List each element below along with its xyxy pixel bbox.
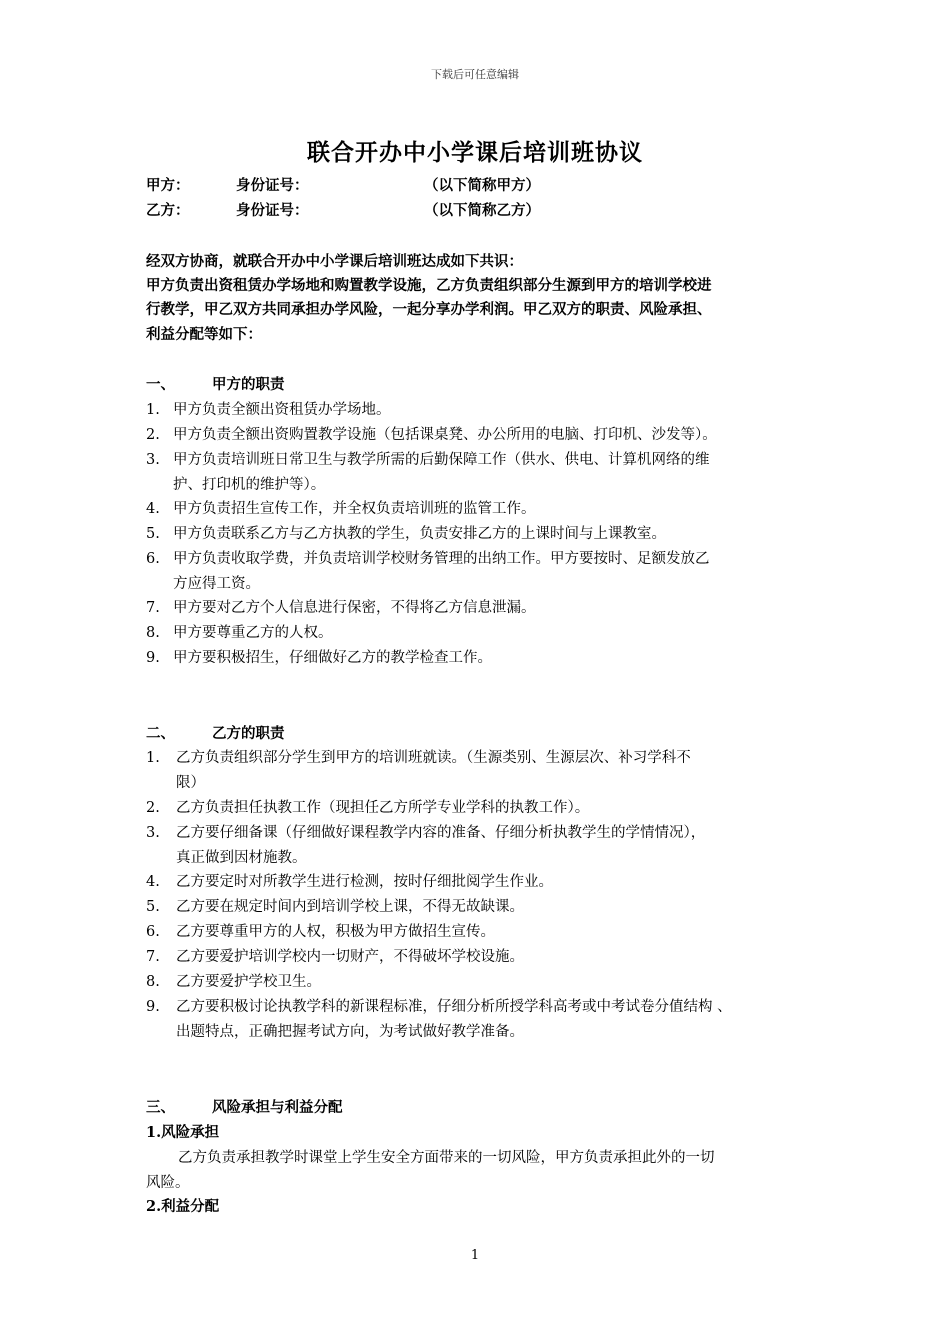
page-header: 下载后可任意编辑 bbox=[431, 68, 519, 81]
intro-line-1: 经双方协商，就联合开办中小学课后培训班达成如下共识： bbox=[146, 253, 523, 270]
risk-paragraph-line-2: 风险。 bbox=[146, 1175, 190, 1191]
item-text-continued: 限） bbox=[176, 775, 205, 791]
item-text-continued: 出题特点，正确把握考试方向，为考试做好教学准备。 bbox=[176, 1024, 524, 1040]
intro-line-2: 甲方负责出资租赁办学场地和购置教学设施，乙方负责组织部分生源到甲方的培训学校进 bbox=[146, 277, 712, 294]
item-number: 3. bbox=[146, 825, 160, 841]
item-number: 4. bbox=[146, 501, 160, 517]
item-number: 2. bbox=[146, 800, 160, 816]
item-text: 乙方负责担任执教工作（现担任乙方所学专业学科的执教工作）。 bbox=[176, 800, 590, 816]
item-text: 甲方负责招生宣传工作，并全权负责培训班的监管工作。 bbox=[173, 501, 536, 517]
item-text: 乙方要积极讨论执教学科的新课程标准，仔细分析所授学科高考或中考试卷分值结构 、 bbox=[176, 999, 732, 1015]
item-text: 乙方要尊重甲方的人权，积极为甲方做招生宣传。 bbox=[176, 924, 495, 940]
item-text: 乙方要爱护学校卫生。 bbox=[176, 974, 321, 990]
document-title: 联合开办中小学课后培训班协议 bbox=[307, 139, 643, 166]
item-text: 甲方负责联系乙方与乙方执教的学生，负责安排乙方的上课时间与上课教室。 bbox=[173, 526, 666, 542]
section-2-title: 乙方的职责 bbox=[212, 725, 285, 742]
item-text: 甲方负责全额出资购置教学设施（包括课桌凳、办公所用的电脑、打印机、沙发等）。 bbox=[173, 427, 717, 443]
item-text: 乙方负责组织部分学生到甲方的培训班就读。（生源类别、生源层次、补习学科不 bbox=[176, 750, 691, 766]
item-number: 6. bbox=[146, 924, 160, 940]
party-b-id-label: 身份证号： bbox=[236, 202, 309, 219]
party-b-label: 乙方： bbox=[146, 202, 190, 219]
item-number: 2. bbox=[146, 427, 160, 443]
item-text-continued: 护、打印机的维护等）。 bbox=[173, 477, 326, 493]
item-text: 甲方负责收取学费，并负责培训学校财务管理的出纳工作。甲方要按时、足额发放乙 bbox=[173, 551, 710, 567]
item-number: 1. bbox=[146, 402, 160, 418]
section-2-number: 二、 bbox=[146, 725, 175, 742]
item-number: 7. bbox=[146, 949, 160, 965]
subheading-profit: 2.利益分配 bbox=[146, 1198, 220, 1215]
party-b-note: （以下简称乙方） bbox=[424, 202, 540, 219]
item-number: 7. bbox=[146, 600, 160, 616]
item-text: 乙方要定时对所教学生进行检测，按时仔细批阅学生作业。 bbox=[176, 874, 553, 890]
item-number: 8. bbox=[146, 625, 160, 641]
item-number: 3. bbox=[146, 452, 160, 468]
party-a-row bbox=[146, 174, 646, 198]
item-number: 5. bbox=[146, 899, 160, 915]
item-number: 9. bbox=[146, 999, 160, 1015]
intro-line-4: 利益分配等如下： bbox=[146, 326, 262, 343]
item-number: 9. bbox=[146, 650, 160, 666]
item-text-continued: 真正做到因材施教。 bbox=[176, 850, 307, 866]
item-number: 6. bbox=[146, 551, 160, 567]
item-number: 1. bbox=[146, 750, 160, 766]
item-text: 乙方要在规定时间内到培训学校上课，不得无故缺课。 bbox=[176, 899, 524, 915]
section-1-number: 一、 bbox=[146, 376, 175, 393]
section-3-title: 风险承担与利益分配 bbox=[212, 1099, 343, 1116]
party-a-id-label: 身份证号： bbox=[236, 177, 309, 194]
subheading-risk: 1.风险承担 bbox=[146, 1124, 220, 1141]
item-text: 乙方要仔细备课（仔细做好课程教学内容的准备、仔细分析执教学生的学情情况）， bbox=[176, 825, 706, 841]
intro-line-3: 行教学，甲乙双方共同承担办学风险，一起分享办学利润。甲乙双方的职责、风险承担、 bbox=[146, 301, 712, 318]
item-number: 5. bbox=[146, 526, 160, 542]
item-text: 甲方负责全额出资租赁办学场地。 bbox=[173, 402, 391, 418]
party-a-note: （以下简称甲方） bbox=[424, 177, 540, 194]
page-number: 1 bbox=[470, 1248, 480, 1263]
section-1-title: 甲方的职责 bbox=[212, 376, 285, 393]
item-number: 4. bbox=[146, 874, 160, 890]
party-b-row bbox=[146, 199, 646, 223]
item-text: 甲方负责培训班日常卫生与教学所需的后勤保障工作（供水、供电、计算机网络的维 bbox=[173, 452, 710, 468]
item-text: 乙方要爱护培训学校内一切财产，不得破坏学校设施。 bbox=[176, 949, 524, 965]
party-a-label: 甲方： bbox=[146, 177, 190, 194]
item-text: 甲方要对乙方个人信息进行保密，不得将乙方信息泄漏。 bbox=[173, 600, 536, 616]
item-text: 甲方要尊重乙方的人权。 bbox=[173, 625, 333, 641]
item-number: 8. bbox=[146, 974, 160, 990]
section-3-number: 三、 bbox=[146, 1099, 175, 1116]
item-text-continued: 方应得工资。 bbox=[173, 576, 260, 592]
item-text: 甲方要积极招生，仔细做好乙方的教学检查工作。 bbox=[173, 650, 492, 666]
risk-paragraph-line-1: 乙方负责承担教学时课堂上学生安全方面带来的一切风险，甲方负责承担此外的一切 bbox=[178, 1150, 715, 1166]
